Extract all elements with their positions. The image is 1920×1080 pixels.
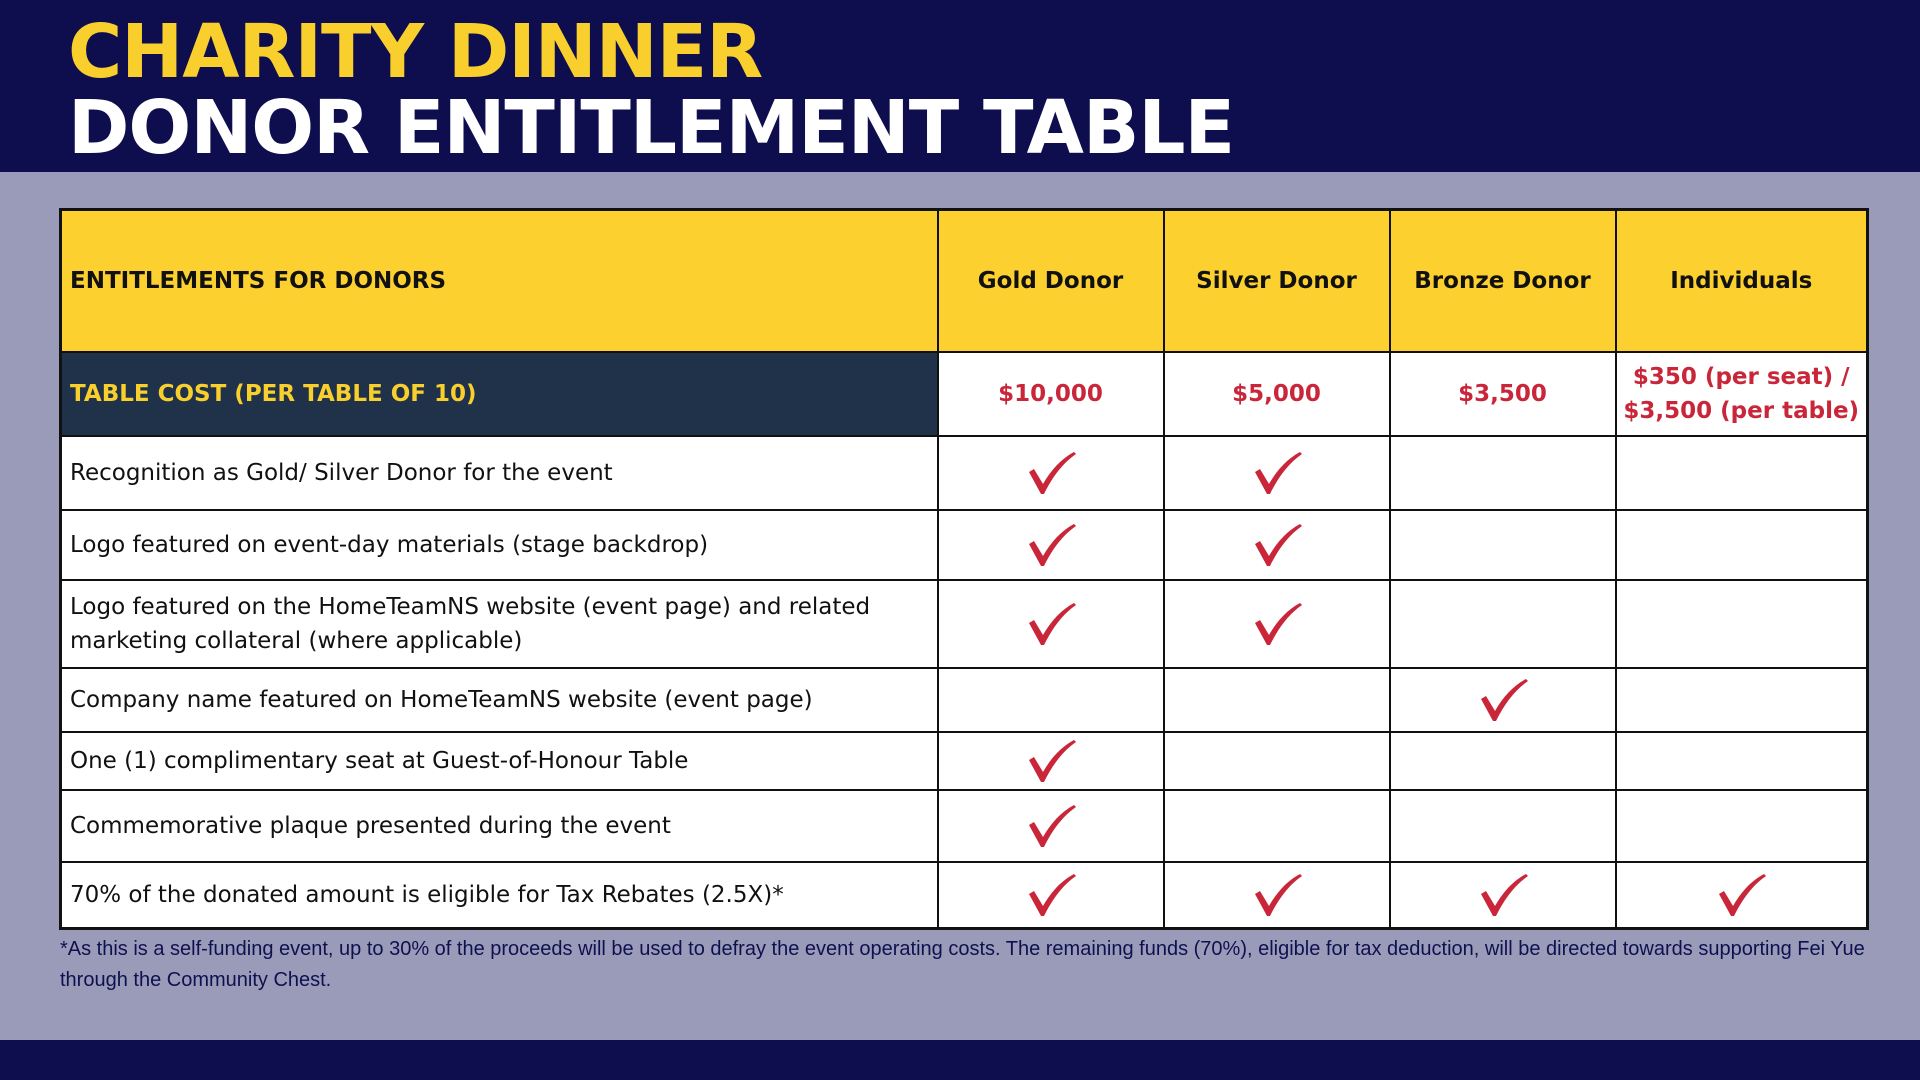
- table-row: [61, 510, 1868, 580]
- table-row: [61, 732, 1868, 790]
- check-cell-gold: [938, 862, 1164, 928]
- table-row: [61, 580, 1868, 668]
- check-cell-bronze: [1390, 436, 1616, 510]
- check-cell-individuals: [1616, 436, 1868, 510]
- check-cell-gold: [938, 732, 1164, 790]
- check-cell-bronze: [1390, 732, 1616, 790]
- check-cell-bronze: [1390, 862, 1616, 928]
- table-header-row: [61, 210, 1868, 353]
- cost-bronze: $3,500: [1390, 352, 1616, 436]
- checkmark-icon: [1251, 872, 1303, 918]
- header-entitlements: ENTITLEMENTS FOR DONORS: [61, 210, 938, 353]
- check-cell-individuals: [1616, 580, 1868, 668]
- table-row: [61, 668, 1868, 732]
- checkmark-icon: [1715, 872, 1767, 918]
- header-silver-donor: Silver Donor: [1164, 210, 1390, 353]
- check-cell-silver: [1164, 510, 1390, 580]
- table-cost-label: TABLE COST (PER TABLE OF 10): [61, 352, 938, 436]
- cost-silver: $5,000: [1164, 352, 1390, 436]
- entitlement-label: Commemorative plaque presented during the event: [61, 790, 938, 862]
- checkmark-icon: [1477, 677, 1529, 723]
- header-individuals: Individuals: [1616, 210, 1868, 353]
- checkmark-icon: [1025, 803, 1077, 849]
- entitlement-label: Recognition as Gold/ Silver Donor for the event: [61, 436, 938, 510]
- check-cell-gold: [938, 790, 1164, 862]
- header-banner: [0, 0, 1920, 172]
- checkmark-icon: [1025, 738, 1077, 784]
- check-cell-gold: [938, 668, 1164, 732]
- check-cell-individuals: [1616, 668, 1868, 732]
- check-cell-silver: [1164, 436, 1390, 510]
- table-cost-row: [61, 352, 1868, 436]
- check-cell-gold: [938, 510, 1164, 580]
- entitlement-label: Company name featured on HomeTeamNS website (event page): [61, 668, 938, 732]
- table-row: [61, 436, 1868, 510]
- entitlement-label: Logo featured on event-day materials (stage backdrop): [61, 510, 938, 580]
- check-cell-silver: [1164, 790, 1390, 862]
- table-row: [61, 790, 1868, 862]
- checkmark-icon: [1025, 872, 1077, 918]
- check-cell-bronze: [1390, 580, 1616, 668]
- check-cell-gold: [938, 580, 1164, 668]
- checkmark-icon: [1251, 522, 1303, 568]
- title-donor-entitlement-table: DONOR ENTITLEMENT TABLE: [68, 85, 1235, 171]
- check-cell-bronze: [1390, 510, 1616, 580]
- check-cell-gold: [938, 436, 1164, 510]
- check-cell-silver: [1164, 580, 1390, 668]
- header-bronze-donor: Bronze Donor: [1390, 210, 1616, 353]
- check-cell-individuals: [1616, 862, 1868, 928]
- entitlement-table: [59, 208, 1869, 930]
- checkmark-icon: [1251, 450, 1303, 496]
- check-cell-individuals: [1616, 510, 1868, 580]
- entitlement-label: One (1) complimentary seat at Guest-of-Honour Table: [61, 732, 938, 790]
- footer-bar: [0, 1040, 1920, 1080]
- check-cell-bronze: [1390, 790, 1616, 862]
- checkmark-icon: [1025, 522, 1077, 568]
- check-cell-silver: [1164, 862, 1390, 928]
- checkmark-icon: [1025, 601, 1077, 647]
- footnote: *As this is a self-funding event, up to 30% of the proceeds will be used to defray the event operating costs. The remaining funds (70%), eligible for tax deduction, will be directed towards supporting Fei Yue through the Community Chest.: [60, 938, 1865, 991]
- checkmark-icon: [1025, 450, 1077, 496]
- header-gold-donor: Gold Donor: [938, 210, 1164, 353]
- cost-gold: $10,000: [938, 352, 1164, 436]
- check-cell-individuals: [1616, 732, 1868, 790]
- check-cell-individuals: [1616, 790, 1868, 862]
- check-cell-silver: [1164, 732, 1390, 790]
- checkmark-icon: [1477, 872, 1529, 918]
- check-cell-silver: [1164, 668, 1390, 732]
- title-charity-dinner: CHARITY DINNER: [68, 9, 763, 95]
- entitlement-label: Logo featured on the HomeTeamNS website (event page) and related marketing collateral (where applicable): [61, 580, 938, 668]
- table-row: [61, 862, 1868, 928]
- cost-individuals: $350 (per seat) / $3,500 (per table): [1616, 352, 1868, 436]
- entitlement-label: 70% of the donated amount is eligible for Tax Rebates (2.5X)*: [61, 862, 938, 928]
- checkmark-icon: [1251, 601, 1303, 647]
- check-cell-bronze: [1390, 668, 1616, 732]
